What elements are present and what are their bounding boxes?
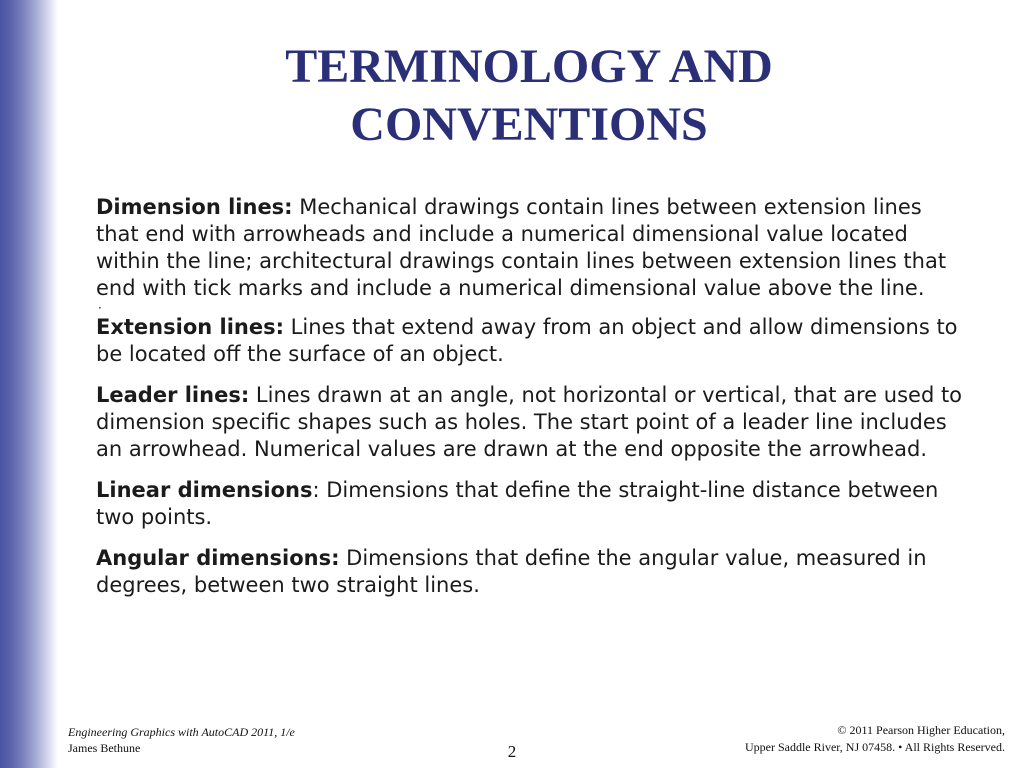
copyright-line-2: Upper Saddle River, NJ 07458. • All Rights Reserved. (744, 740, 1005, 754)
definition-leader-lines (96, 382, 968, 463)
term-label: Leader lines: (96, 383, 250, 407)
term-label: Linear dimensions (96, 478, 313, 502)
definition-dimension-lines (96, 194, 968, 302)
term-label: Dimension lines: (96, 195, 293, 219)
definition-text: Mechanical drawings contain lines between extension lines that end with arrowheads and include a numerical dimensional value located within the line; architectural drawings contain lines between extension lines that end with tick marks and include a numerical dimensional value above the line. (96, 195, 947, 300)
footer-book-info (68, 724, 295, 756)
title-line-1: TERMINOLOGY AND (285, 40, 773, 93)
definition-text: Lines that extend away from an object and allow dimensions to be located off the surface of an object. (96, 315, 958, 366)
title-line-2: CONVENTIONS (350, 98, 708, 151)
term-label: Extension lines: (96, 315, 284, 339)
definition-text: : Dimensions that define the straight-line distance between two points. (96, 478, 939, 529)
definition-text: Lines drawn at an angle, not horizontal or vertical, that are used to dimension specific shapes such as holes. The start point of a leader line includes an arrowhead. Numerical values are drawn at the end opposite the arrowhead. (96, 383, 963, 461)
definition-angular-dimensions (96, 545, 968, 599)
definition-text: Dimensions that define the angular value, measured in degrees, between two straight lines. (96, 546, 927, 597)
footer-book-title: Engineering Graphics with AutoCAD 2011, 1/e (68, 725, 295, 739)
page-number: 2 (507, 742, 517, 761)
definition-linear-dimensions (96, 477, 968, 531)
footer-copyright (745, 722, 1005, 756)
decorative-side-bar (0, 0, 58, 768)
footer-author: James Bethune (68, 741, 141, 755)
copyright-line-1: © 2011 Pearson Higher Education, (837, 723, 1005, 737)
definitions-list (96, 194, 968, 599)
stray-bullet-mark: · (98, 301, 102, 315)
definition-extension-lines (96, 314, 968, 368)
slide-title (60, 38, 998, 154)
term-label: Angular dimensions: (96, 546, 340, 570)
